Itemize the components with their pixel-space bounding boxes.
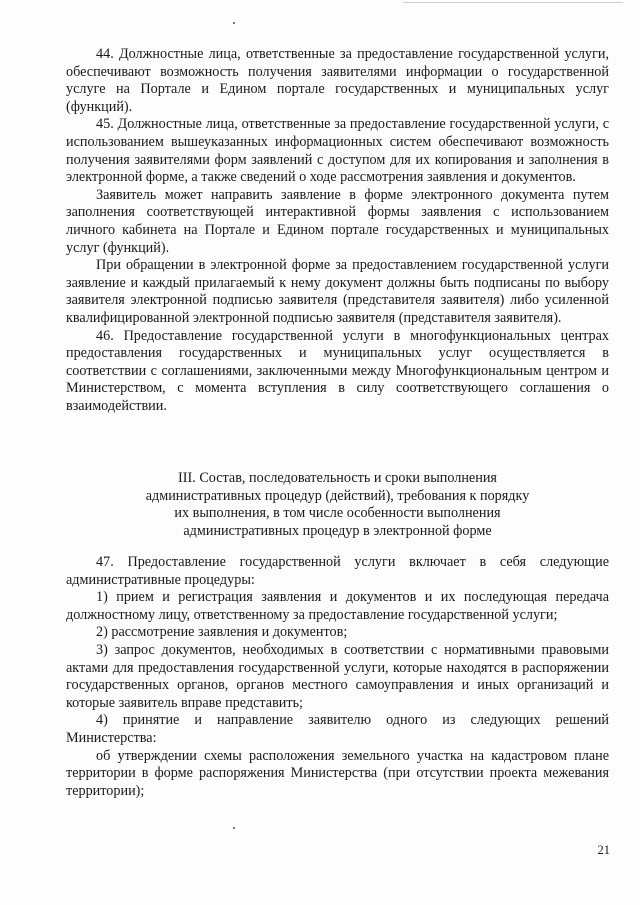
paragraph-46: 46. Предоставление государственной услуги в многофункциональных центрах предоставления государственных и муниципальных услуг осуществляется в соответствии с соглашениями, заключенными между Многофункциональным центром и Министерством, с момента вступления в силу соответствующего соглашения о взаимодействии. (66, 327, 609, 414)
section-heading-line: административных процедур в электронной форме (183, 522, 492, 539)
list-item-1: 1) прием и регистрация заявления и документов и их последующая передача должностному лицу, ответственному за предоставление государственной услуги; (66, 589, 609, 623)
text-block-bottom (66, 554, 609, 800)
paragraph-47: 47. Предоставление государственной услуги включает в себя следующие административные процедуры: (66, 554, 609, 588)
paragraph-applicant-electronic: Заявитель может направить заявление в форме электронного документа путем заполнения соответствующей интерактивной формы заявления с использованием личного кабинета на Портале и Едином портале государственных и муниципальных услуг (функций). (66, 186, 609, 256)
scan-edge-line (403, 2, 623, 3)
list-item-2: 2) рассмотрение заявления и документов; (96, 624, 348, 641)
list-item-4: 4) принятие и направление заявителю одного из следующих решений Министерства: (66, 712, 609, 746)
paragraph-45: 45. Должностные лица, ответственные за предоставление государственной услуги, с использованием вышеуказанных информационных систем обеспечивают возможность получения заявителями форм заявлений с доступом для их копирования и заполнения в электронной форме, а также сведений о ходе рассмотрения заявления и документов. (66, 116, 609, 186)
scan-speck (233, 22, 235, 24)
paragraph-electronic-signature: При обращении в электронной форме за предоставлением государственной услуги заявление и каждый прилагаемый к нему документ должны быть подписаны по выбору заявителя электронной подписью заявителя (представителя заявителя) либо усиленной квалифицированной электронной подписью заявителя (представителя заявителя). (66, 257, 609, 326)
paragraph-44: 44. Должностные лица, ответственные за предоставление государственной услуги, обеспечивают возможность получения заявителями информации о государственной услуге на Портале и Едином портале государственных и муниципальных услуг (функций). (66, 46, 609, 115)
page-number: 21 (597, 843, 610, 857)
paragraph-scheme-approval: об утверждении схемы расположения земельного участка на кадастровом плане территории в форме распоряжения Министерства (при отсутствии проекта межевания территории); (66, 747, 609, 799)
section-heading (66, 470, 609, 540)
section-heading-line: их выполнения, в том числе особенности выполнения (174, 505, 501, 522)
section-heading-line: III. Состав, последовательность и сроки выполнения (178, 470, 497, 486)
section-heading-line: административных процедур (действий), требования к порядку (145, 487, 530, 504)
text-block-top (66, 46, 609, 415)
scan-speck (233, 827, 235, 829)
list-item-3: 3) запрос документов, необходимых в соответствии с нормативными правовыми актами для предоставления государственной услуги, которые находятся в распоряжении государственных органов, органов местного самоуправления и иных организаций и которые заявитель вправе представить; (66, 641, 609, 711)
